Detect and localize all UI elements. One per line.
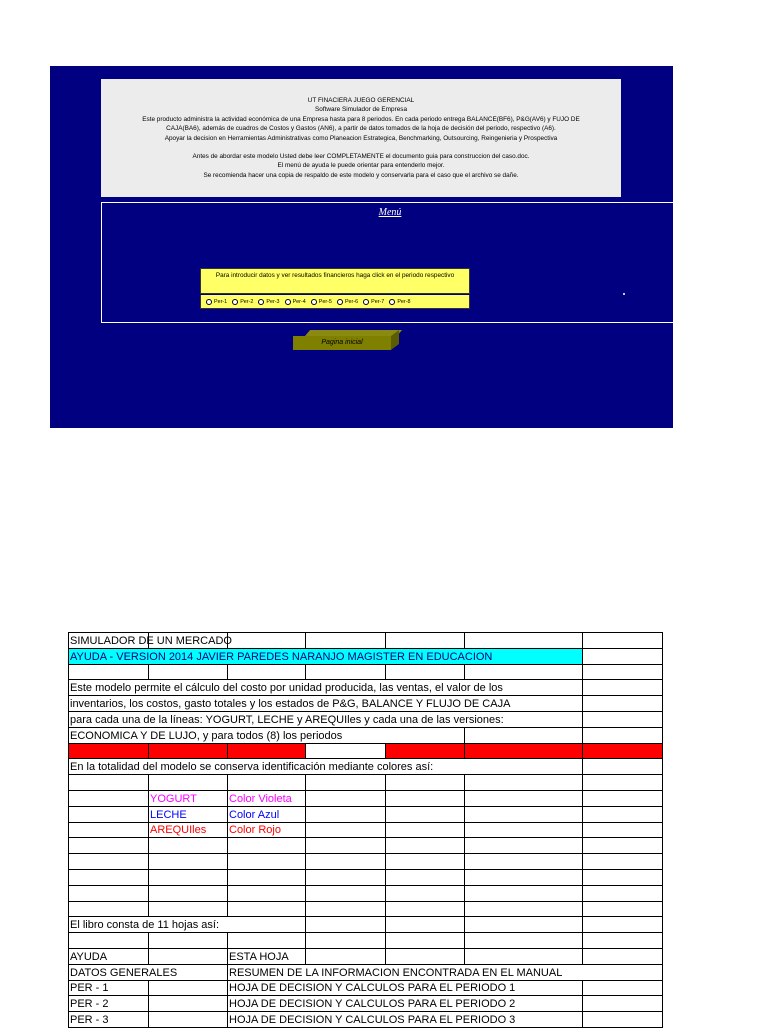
radio-per-6[interactable]: Per-6 <box>337 299 358 305</box>
table-row <box>69 806 663 822</box>
table-row <box>69 711 663 727</box>
table-row <box>69 980 663 996</box>
info-text: Apoyar la decision en Herramientas Administrativas como Planeacion Estrategica, Benchmarking, Outsourcing, Reingenieria y Prospectiva <box>164 134 558 142</box>
info-warning: Antes de abordar este modelo Usted debe leer COMPLETAMENTE el documento guia para construccion del caso.doc. <box>192 153 530 161</box>
table-row <box>69 775 663 791</box>
period-radio-group <box>200 295 470 309</box>
table-row <box>69 854 663 870</box>
table-row <box>69 996 663 1012</box>
radio-per-7[interactable]: Per-7 <box>363 299 384 305</box>
description-line[interactable]: para cada una de la líneas: YOGURT, LECHE y AREQUIles y cada una de las versiones: <box>69 711 583 727</box>
radio-circle-icon[interactable] <box>232 299 238 305</box>
table-row <box>69 948 663 964</box>
table-row <box>69 648 663 664</box>
decorative-dot <box>623 293 625 295</box>
table-row <box>69 790 663 806</box>
table-row <box>69 1012 663 1028</box>
menu-title[interactable]: Menú <box>378 207 402 218</box>
table-row <box>69 901 663 917</box>
table-row <box>69 743 663 759</box>
sheet-description[interactable]: HOJA DE DECISION Y CALCULOS PARA EL PERIODO 3 <box>228 1012 583 1028</box>
info-title: UT FINACIERA JUEGO GERENCIAL <box>307 97 415 104</box>
description-line[interactable]: Este modelo permite el cálculo del costo por unidad producida, las ventas, el valor de los <box>69 680 583 696</box>
sheet-name[interactable]: AYUDA <box>69 948 149 964</box>
description-line[interactable]: ECONOMICA Y DE LUJO, y para todos (8) los periodos <box>69 727 465 743</box>
color-line-label[interactable]: Color Azul <box>228 806 306 822</box>
color-line-name[interactable]: YOGURT <box>149 790 228 806</box>
table-row <box>69 633 663 649</box>
color-line-label[interactable]: Color Violeta <box>228 790 306 806</box>
info-backup: Se recomienda hacer una copia de respaldo de este modelo y conservarla para el caso que el archivo se dañe. <box>203 171 519 179</box>
color-line-name[interactable]: AREQUIles <box>149 822 228 838</box>
table-row <box>69 917 663 933</box>
colors-intro[interactable]: En la totalidad del modelo se conserva identificación mediante colores así: <box>69 759 583 775</box>
radio-circle-icon[interactable] <box>311 299 317 305</box>
radio-per-8[interactable]: Per-8 <box>389 299 410 305</box>
table-row <box>69 759 663 775</box>
home-page-button[interactable] <box>293 330 399 350</box>
info-help: El menú de ayuda le puede orientar para entenderlo mejor. <box>277 162 445 170</box>
period-notice: Para introducir datos y ver resultados financieros haga click en el periodo respectivo <box>200 268 470 294</box>
home-page-button-label: Pagina inicial <box>293 336 391 350</box>
table-row <box>69 822 663 838</box>
radio-circle-icon[interactable] <box>285 299 291 305</box>
sheet-name[interactable]: PER - 2 <box>69 996 149 1012</box>
sheet-name[interactable]: PER - 3 <box>69 1012 149 1028</box>
radio-circle-icon[interactable] <box>206 299 212 305</box>
table-row <box>69 727 663 743</box>
sheet-title[interactable]: SIMULADOR DE UN MERCADO <box>69 633 149 649</box>
radio-per-5[interactable]: Per-5 <box>311 299 332 305</box>
sheet-description[interactable]: HOJA DE DECISION Y CALCULOS PARA EL PERIODO 2 <box>228 996 583 1012</box>
color-line-name[interactable]: LECHE <box>149 806 228 822</box>
radio-circle-icon[interactable] <box>389 299 395 305</box>
radio-per-4[interactable]: Per-4 <box>285 299 306 305</box>
radio-circle-icon[interactable] <box>258 299 264 305</box>
sheet-name[interactable]: PER - 1 <box>69 980 149 996</box>
info-text: Este producto administra la actividad económica de una Empresa hasta para 8 periodos. En cada periodo entrega BALANCE(BF6), P&G(AV6) y FUJO DE <box>142 115 580 123</box>
sheet-name[interactable]: DATOS GENERALES <box>69 964 228 980</box>
table-row <box>69 869 663 885</box>
sheet-description[interactable]: HOJA DE DECISION Y CALCULOS PARA EL PERIODO 1 <box>228 980 583 996</box>
table-row <box>69 933 663 949</box>
info-subtitle: Software Simulador de Empresa <box>315 106 407 114</box>
sheets-intro[interactable]: El libro consta de 11 hojas así: <box>69 917 306 933</box>
table-row <box>69 964 663 980</box>
intro-panel <box>50 66 673 428</box>
radio-circle-icon[interactable] <box>337 299 343 305</box>
table-row <box>69 664 663 680</box>
table-row <box>69 885 663 901</box>
radio-circle-icon[interactable] <box>363 299 369 305</box>
description-line[interactable]: inventarios, los costos, gasto totales y los estados de P&G, BALANCE Y FLUJO DE CAJA <box>69 696 583 712</box>
sheet-description[interactable]: RESUMEN DE LA INFORMACION ENCONTRADA EN EL MANUAL <box>228 964 663 980</box>
version-banner[interactable]: AYUDA - VERSION 2014 JAVIER PAREDES NARANJO MAGISTER EN EDUCACION <box>69 648 583 664</box>
radio-per-1[interactable]: Per-1 <box>206 299 227 305</box>
table-row <box>69 838 663 854</box>
color-line-label[interactable]: Color Rojo <box>228 822 306 838</box>
info-box <box>101 79 621 197</box>
radio-per-3[interactable]: Per-3 <box>258 299 279 305</box>
table-row <box>69 696 663 712</box>
help-sheet-table <box>68 632 663 1028</box>
table-row <box>69 680 663 696</box>
radio-per-2[interactable]: Per-2 <box>232 299 253 305</box>
info-text: CAJA(BA6), además de cuadros de Costos y Gastos (AN6), a partir de datos tomados de la hoja de decisión del periodo, respectivo (A6). <box>166 125 556 133</box>
sheet-description[interactable]: ESTA HOJA <box>228 948 306 964</box>
